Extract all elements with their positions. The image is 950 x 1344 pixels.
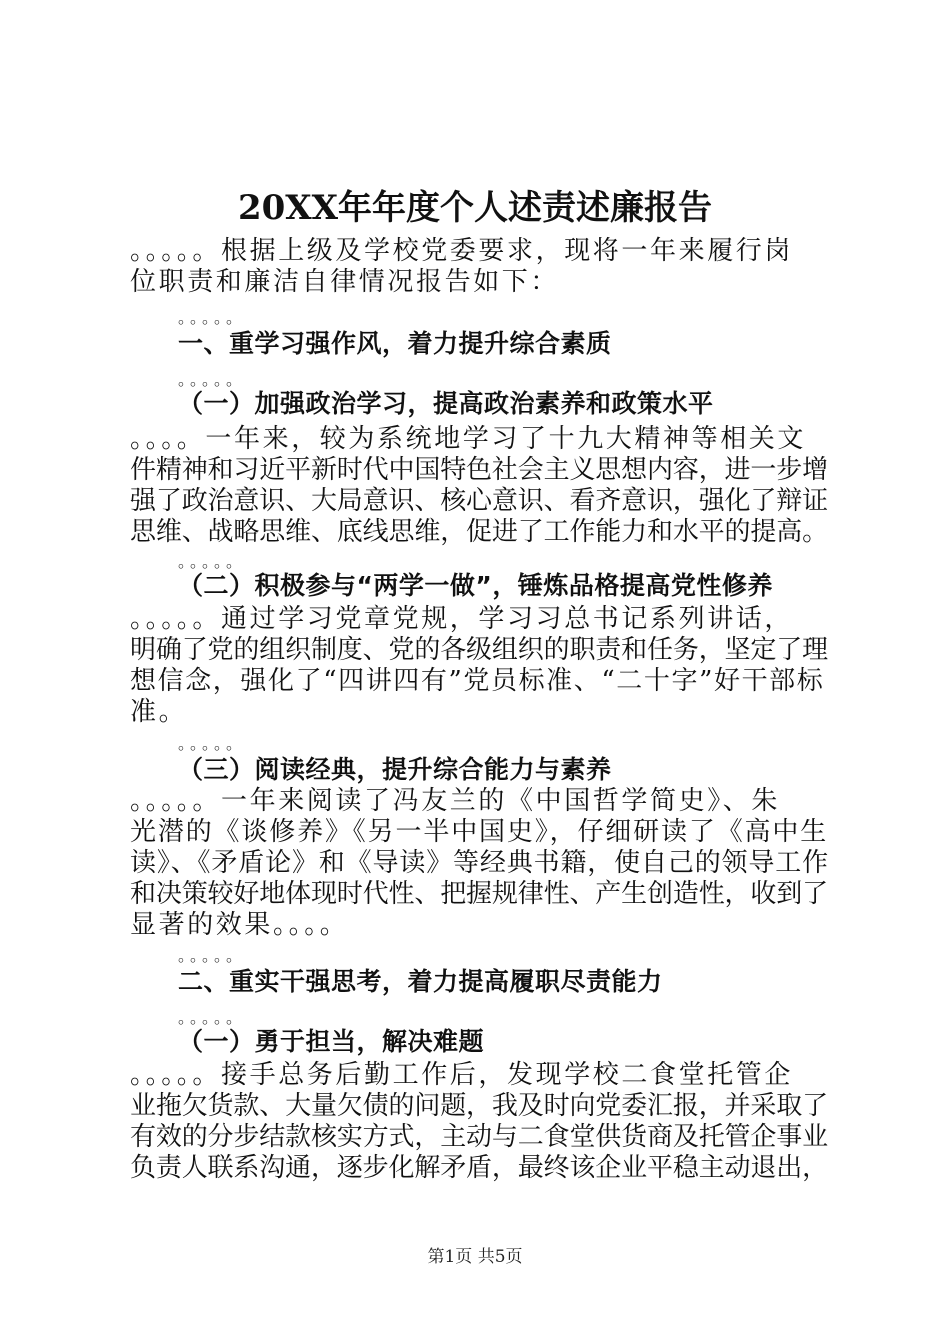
paragraph-line: 和决策较好地体现时代性、把握规律性、产生创造性，收到了	[130, 879, 828, 909]
subsection-heading-1-3: （三）阅读经典，提升综合能力与素养	[178, 755, 612, 784]
intro-paragraph	[130, 236, 830, 298]
paragraph-1-2	[130, 604, 830, 728]
subsection-heading-1-2: （二）积极参与“两学一做”，锤炼品格提高党性修养	[178, 571, 773, 600]
subsection-heading-2-1: （一）勇于担当，解决难题	[178, 1027, 485, 1056]
paragraph-line: 显著的效果。。。。	[130, 910, 349, 940]
paragraph-line: 想信念，强化了“四讲四有”党员标准、“二十字”好干部标	[130, 666, 825, 696]
paragraph-2-1	[130, 1060, 830, 1184]
subsection-heading-1-1: （一）加强政治学习，提高政治素养和政策水平	[178, 389, 714, 418]
paragraph-line: 负责人联系沟通，逐步化解矛盾，最终该企业平稳主动退出，	[130, 1153, 828, 1183]
paragraph-line: 。。。。。接手总务后勤工作后，发现学校二食堂托管企	[130, 1060, 794, 1090]
dot-separator: 。。。。。	[178, 734, 247, 753]
paragraph-line: 读》、《矛盾论》和《导读》等经典书籍，使自己的领导工作	[130, 848, 829, 878]
dot-separator: 。。。。。	[178, 946, 247, 965]
section-heading-1: 一、重学习强作风，着力提升综合素质	[178, 329, 612, 358]
paragraph-line: 件精神和习近平新时代中国特色社会主义思想内容，进一步增	[130, 455, 828, 485]
paragraph-line: 业拖欠货款、大量欠债的问题，我及时向党委汇报，并采取了	[130, 1091, 828, 1121]
paragraph-line: 有效的分步结款核实方式，主动与二食堂供货商及托管企事业	[130, 1122, 828, 1152]
page-footer: 第1页 共5页	[427, 1247, 523, 1267]
paragraph-1-3	[130, 786, 830, 941]
dot-separator: 。。。。。	[178, 370, 247, 389]
paragraph-1-1	[130, 424, 830, 548]
paragraph-line: 。。。。。通过学习党章党规，学习习总书记系列讲话，	[130, 604, 794, 634]
paragraph-line: 。。。。。根据上级及学校党委要求，现将一年来履行岗	[130, 236, 794, 266]
dot-separator: 。。。。。	[178, 552, 247, 571]
paragraph-line: 准。	[130, 697, 188, 727]
document-title: 20XX年年度个人述责述廉报告	[237, 188, 713, 228]
paragraph-line: 。。。。。一年来阅读了冯友兰的《中国哲学简史》、朱	[130, 786, 781, 816]
paragraph-line: 位职责和廉洁自律情况报告如下：	[130, 267, 560, 297]
paragraph-line: 明确了党的组织制度、党的各级组织的职责和任务，坚定了理	[130, 635, 828, 665]
section-heading-2: 二、重实干强思考，着力提高履职尽责能力	[178, 967, 663, 996]
paragraph-line: 光潜的《谈修养》《另一半中国史》，仔细研读了《高中生	[130, 817, 829, 847]
dot-separator: 。。。。。	[178, 1008, 247, 1027]
paragraph-line: 。。。。一年来，较为系统地学习了十九大精神等相关文	[130, 424, 807, 454]
paragraph-line: 思维、战略思维、底线思维，促进了工作能力和水平的提高。	[130, 517, 828, 547]
dot-separator: 。。。。。	[178, 308, 247, 327]
paragraph-line: 强了政治意识、大局意识、核心意识、看齐意识，强化了辩证	[130, 486, 828, 516]
